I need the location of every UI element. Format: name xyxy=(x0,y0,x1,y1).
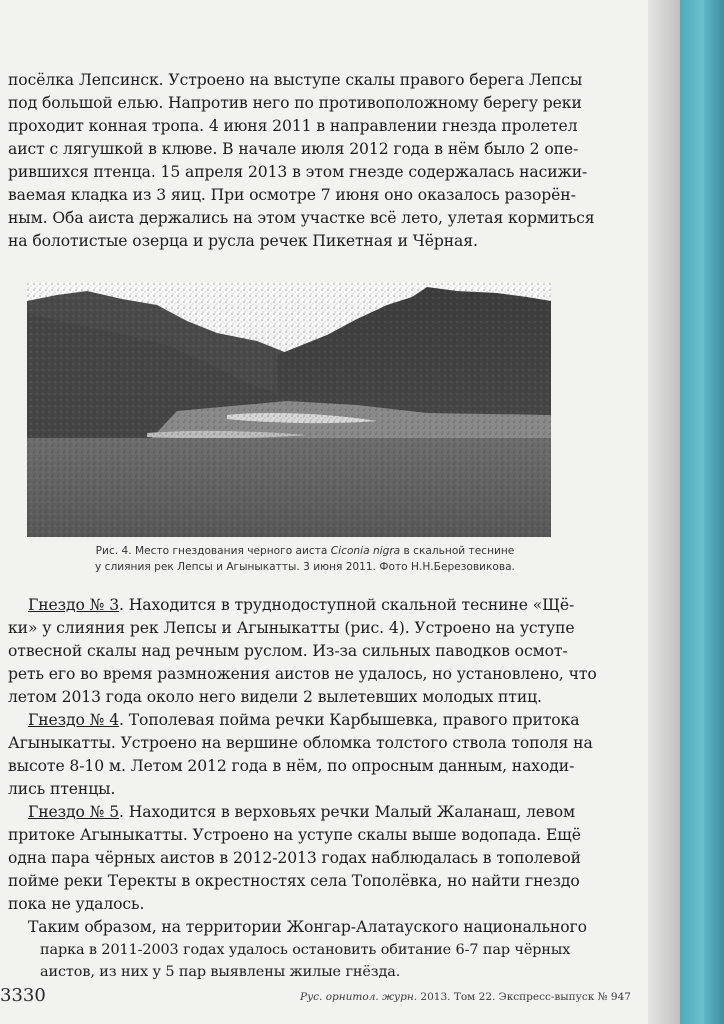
text-line: одна пара чёрных аистов в 2012-2013 годах наблюдалась в тополевой xyxy=(8,849,581,867)
text-line: аист с лягушкой в клюве. В начале июля 2012 года в нём было 2 опе- xyxy=(8,140,579,158)
nest5-first-line: Гнездо № 5. Находится в верховьях речки Малый Жаланаш, левом xyxy=(28,803,576,821)
page-stack-edge xyxy=(648,0,682,1024)
nest4-first-line: Гнездо № 4. Тополевая пойма речки Карбышевка, правого притока xyxy=(28,711,580,729)
text-line: Агыныкатты. Устроено на вершине обломка толстого ствола тополя на xyxy=(8,734,593,752)
nest3-first-line: Гнездо № 3. Находится в труднодоступной скальной теснине «Щё- xyxy=(28,596,575,614)
mountain-landscape-image xyxy=(27,283,551,537)
text-line: ваемая кладка из 3 яиц. При осмотре 7 июня оно оказалось разорён- xyxy=(8,186,576,204)
text-line: притоке Агыныкатты. Устроено на уступе скалы выше водопада. Ещё xyxy=(8,826,581,844)
text-line: Таким образом, на территории Жонгар-Алатауского национального xyxy=(28,918,587,936)
book-cover-shadow xyxy=(704,0,724,1024)
figure-photo xyxy=(27,283,551,537)
text-line: под большой елью. Напротив него по противоположному берегу реки xyxy=(8,94,582,112)
nest3-label: Гнездо № 3 xyxy=(28,596,120,614)
species-name: Ciconia nigra xyxy=(330,545,401,557)
text-line: посёлка Лепсинск. Устроено на выступе скалы правого берега Лепсы xyxy=(8,71,583,89)
journal-footer: Рус. орнитол. журн. 2013. Том 22. Экспресс-выпуск № 947 xyxy=(300,991,631,1003)
nest5-label: Гнездо № 5 xyxy=(28,803,120,821)
text-line: аистов, из них у 5 пар выявлены жилые гнёзда. xyxy=(40,964,401,980)
text-line: летом 2013 года около него видели 2 вылетевших молодых птиц. xyxy=(8,688,542,706)
page-number: 3330 xyxy=(0,985,46,1006)
text-line: высоте 8-10 м. Летом 2012 года в нём, по опросным данным, находи- xyxy=(8,757,575,775)
text-line: пока не удалось. xyxy=(8,895,145,913)
figure-caption-line-1: Рис. 4. Место гнездования черного аиста Ciconia nigra в скальной теснине xyxy=(95,545,515,557)
text-line: ки» у слияния рек Лепсы и Агыныкатты (рис. 4). Устроено на уступе xyxy=(8,619,575,637)
text-line: лись птенцы. xyxy=(8,780,116,798)
text-line: отвесной скалы над речным руслом. Из-за сильных паводков осмот- xyxy=(8,642,568,660)
nest4-label: Гнездо № 4 xyxy=(28,711,120,729)
text-line: проходит конная тропа. 4 июня 2011 в направлении гнезда пролетел xyxy=(8,117,578,135)
text-line: парка в 2011-2003 годах удалось остановить обитание 6-7 пар чёрных xyxy=(40,942,571,958)
text-line: пойме реки Теректы в окрестностях села Тополёвка, но найти гнездо xyxy=(8,872,580,890)
text-line: рившихся птенца. 15 апреля 2013 в этом гнезде содержалась насижи- xyxy=(8,163,588,181)
text-line: реть его во время размножения аистов не удалось, но установлено, что xyxy=(8,665,597,683)
figure-caption-line-2: у слияния рек Лепсы и Агыныкатты. 3 июня 2011. Фото Н.Н.Березовикова. xyxy=(95,561,515,573)
text-line: ным. Оба аиста держались на этом участке всё лето, улетая кормиться xyxy=(8,209,595,227)
text-line: на болотистые озерца и русла речек Пикетная и Чёрная. xyxy=(8,232,478,250)
